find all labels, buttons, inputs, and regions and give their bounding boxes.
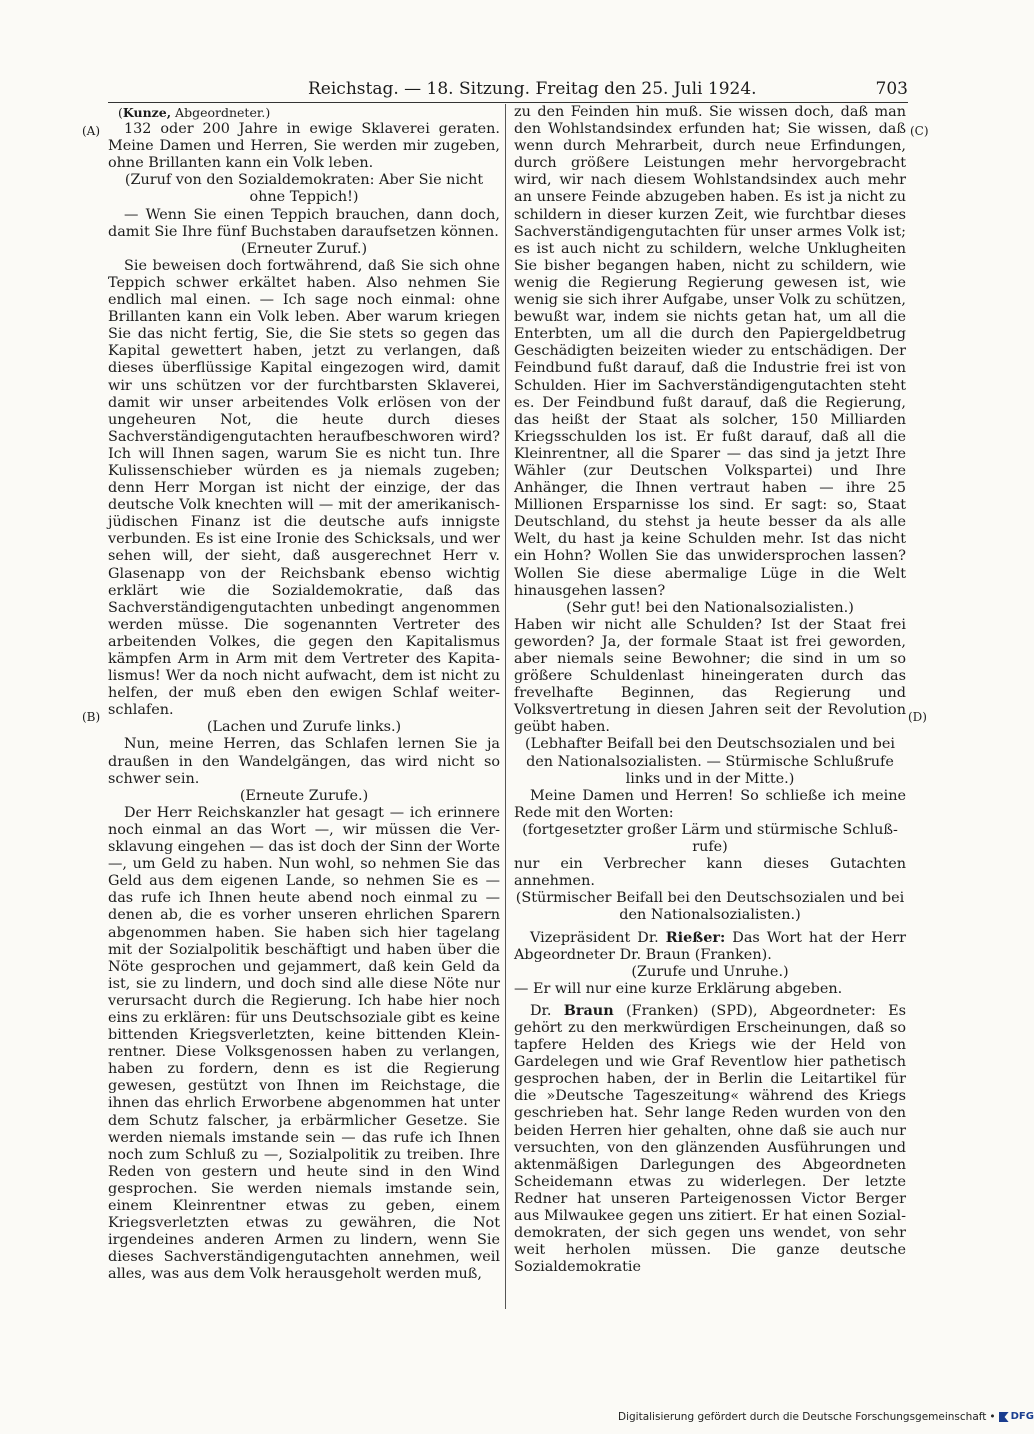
margin-marker-b: (B) — [82, 710, 101, 724]
paragraph: Der Herr Reichskanzler hat gesagt — ich erinnere noch einmal an das Wort —, wir müssen die Versklavung eingehen — das ist doch der Sinn der Worte —, um Geld zu haben. Nun wohl, so nehmen Sie das Geld aus dem eigenen Lande, so nehmen Sie es — das rufe ich Ihnen heute abend noch einmal zu — denen ab, die es vorher unseren ehrlichen Sparern abgenommen haben. Sie haben sich hier tagelang mit der Sozialpolitik beschäftigt und haben über die Nöte gesprochen und gejammert, daß kein Geld da ist, sie zu lindern, und doch sind alle diese Nöte nur verursacht durch die Regierung. Ich habe hier noch eins zu erklären: für uns Deutschsoziale gibt es keine bittenden Kriegsverletzten, keine bittenden Kleinrentner. Diese Volksgenossen haben zu verlangen, haben zu fordern, denn es ist die Regierung gewesen, gestützt von Ihnen im Reichstage, die ihnen das ehrlich Erworbene abgenommen hat unter dem Schutz falscher, ja erbärmlicher Gesetze. Sie werden niemals imstande sein — das rufe ich Ihnen noch zum Schluß zu —, Sozialpolitik zu treiben. Ihre Reden von gestern und heute sind in den Wind gesprochen. Sie werden niemals imstande sein, einem Kleinrentner etwas zu geben, einem Kriegsverletzten etwas zu gewähren, die Not irgendeines anderen Armen zu lindern, wenn Sie dieses Sachverständigengutachten annehmen, weil alles, was aus dem Volk herausgeholt werden muß, — [108, 804, 500, 1283]
interjection: (Lebhafter Beifall bei den Deutschsozialen und bei den Nationalsozialisten. — Stürmische Schlußrufe links und in der Mitte.) — [525, 736, 895, 787]
braun-text: (Franken) (SPD), Abgeordneter: Es gehört zu den merkwürdigen Erscheinungen, daß so tapfere Helden des Kriegs wie der Held von Gardelegen und wie Graf Reventlow hier pathetisch gesprochen haben, der in Berlin die Leitartikel für die »Deutsche Tageszeitung« während des Kriegs geschrieben hat. Sehr lange Reden wurden von den beiden Herren hier gehalten, ohne daß sie auch nur versuchten, von den glänzenden Ausführungen und aktenmäßigen Darlegungen des Abgeordneten Scheidemann etwas zu widerlegen. Der letzte Redner hat unseren Parteigenossen Victor Berger aus Milwaukee gegen uns zitiert. Er hat einen Sozialdemokraten, der sich gegen uns wendet, von sehr weit herholen müssen. Die ganze deutsche Sozialdemokratie — [514, 1002, 906, 1276]
running-head: Reichstag. — 18. Sitzung. Freitag den 25. Juli 1924. — [308, 79, 757, 99]
vp-title: Vizepräsident Dr. — [530, 929, 666, 946]
margin-marker-c: (C) — [910, 124, 929, 138]
page-header — [108, 78, 908, 100]
margin-marker-a: (A) — [82, 124, 101, 138]
interjection: (Zuruf von den Sozialdemokraten: Aber Sie nicht ohne Teppich!) — [124, 172, 484, 206]
vp-text: Das Wort hat der Herr Abgeordneter Dr. Braun (Franken). — [514, 929, 907, 963]
paragraph: — Wenn Sie einen Teppich brauchen, dann doch, damit Sie Ihre fünf Buchstaben daraufsetzen können. — [108, 206, 500, 240]
interjection: (fortgesetzter großer Lärm und stürmische Schlußrufe) — [522, 821, 898, 856]
vice-president-statement — [514, 929, 906, 964]
interjection: (Erneuter Zuruf.) — [240, 240, 368, 257]
paragraph: Meine Damen und Herren! So schließe ich meine Rede mit den Worten: — [514, 787, 906, 821]
dfg-logo-icon — [999, 1408, 1034, 1426]
braun-speech — [514, 1002, 906, 1277]
speaker-label — [108, 104, 500, 121]
speaker-role: Abgeordneter.) — [171, 105, 271, 120]
interjection: (Erneute Zurufe.) — [239, 787, 369, 804]
paragraph: 132 oder 200 Jahre in ewige Sklaverei geraten. Meine Damen und Herren, Sie werden mir zugeben, ohne Brillanten kann ein Volk leben. — [108, 121, 500, 172]
column-divider — [505, 104, 506, 1309]
digitization-credit — [618, 1408, 1034, 1426]
dfg-mark-icon — [999, 1412, 1009, 1422]
interjection: (Lachen und Zurufe links.) — [206, 719, 402, 736]
dfg-logo-text: DFG — [1010, 1411, 1034, 1422]
interjection: (Stürmischer Beifall bei den Deutschsozialen und bei den Nationalsozialisten.) — [515, 890, 905, 924]
paragraph: Nun, meine Herren, das Schlafen lernen Sie ja draußen in den Wandelgängen, das wird nicht so schwer sein. — [108, 736, 500, 787]
margin-marker-d: (D) — [908, 710, 927, 724]
separator-dot: • — [989, 1411, 996, 1423]
paragraph: Haben wir nicht alle Schulden? Ist der Staat frei geworden? Ja, der formale Staat ist frei geworden, aber niemals seine Bewohner; die sind in um so größere Schuldenlast hineingeraten durch das frevelhafte Beginnen, das Regierung und Volksvertretung in diesen Jahren seit der Revolution geübt haben. — [514, 616, 906, 736]
braun-name: Braun — [563, 1001, 614, 1019]
paragraph: zu den Feinden hin muß. Sie wissen doch, daß man den Wohlstandsindex erfunden hat; Sie wissen, daß wenn durch Mehrarbeit, durch neue Erfindungen, durch größere Leistungen mehr hervorgebracht wird, wir nach diesem Wohlstandsindex auch mehr an unsere Feinde abzugeben haben. Es ist ja nicht zu schildern in dieser kurzen Zeit, wie furchtbar dieses Sachverständigengutachten für unser armes Volk ist; es ist auch nicht zu schildern, welche Unklugheiten Sie bisher begangen haben, nicht zu schildern, wie wenig die Regierung Regierung gewesen ist, wie wenig sie sich ihrer Aufgabe, unser Volk zu schützen, bewußt war, indem sie nichts getan hat, um all die Enterbten, um all die durch den Papiergeldbetrug Geschädigten beizeiten wieder zu entschädigen. Der Feindbund fußt darauf, daß die Industrie frei ist von Schulden. Hier im Sachverständigengutachten steht es. Der Feindbund fußt darauf, daß die Regierung, das heißt der Staat als solcher, 150 Milliarden Kriegsschulden los ist. Er fußt darauf, daß all die Kleinrentner, all die Sparer — das sind ja jetzt Ihre Wähler (zur Deutschen Volkspartei) und Ihre Anhänger, die Ihnen vertraut haben — ihre 25 Millionen Ersparnisse los sind. Er sagt: so, Staat Deutschland, du stehst ja heute besser da als alle Welt, du hast ja keine Schulden mehr. Ist das nicht ein Hohn? Wollen Sie das unwidersprochen lassen? Wollen Sie diese abermalige Lüge in die Welt hinausgehen lassen? — [514, 104, 906, 599]
interjection: (Sehr gut! bei den Nationalsozialisten.) — [566, 599, 854, 616]
interjection: (Zurufe und Unruhe.) — [631, 963, 789, 980]
credit-text: Digitalisierung gefördert durch die Deutsche Forschungsgemeinschaft — [618, 1411, 987, 1423]
header-rule — [108, 102, 908, 103]
braun-prefix: Dr. — [530, 1002, 564, 1019]
vp-name: Rießer: — [665, 928, 726, 946]
speaker-open-paren: ( — [118, 105, 123, 120]
right-column — [514, 104, 906, 1276]
paragraph: Sie beweisen doch fortwährend, daß Sie sich ohne Teppich schwer erkältet haben. Also nehmen Sie endlich mal einen. — Ich sage noch einmal: ohne Brillanten kann ein Volk leben. Aber warum kriegen Sie das nicht fertig, Sie, die Sie stets so gegen das Kapital gewettert haben, jetzt zu verlangen, daß dieses überflüssige Kapital eingezogen wird, damit wir uns schützen vor der furchtbarsten Sklaverei, damit wir unser arbeitendes Volk erlösen von der ungeheuren Not, die heute durch dieses Sachverständigengutachten heraufbeschworen wird? Ich will Ihnen sagen, warum Sie es nicht tun. Ihre Kulissenschieber würden es ja niemals zugeben; denn Herr Morgan ist nicht der einzige, der das deutsche Volk knechten will — mit der amerikanischjüdischen Finanz ist die deutsche aufs innigste verbunden. Es ist eine Ironie des Schicksals, und wer sehen will, der sieht, daß ausgerechnet Herr v. Glasenapp von der Reichsbank ebenso wichtig erklärt wie die Sozialdemokratie, daß das Sachverständigengutachten unbedingt angenommen werden müsse. Die sogenannten Vertreter des arbeitenden Volkes, die gegen den Kapitalismus kämpfen Arm in Arm mit dem Vertreter des Kapitalismus! Wer da noch nicht aufwacht, dem ist nicht zu helfen, der muß eben den ewigen Schlaf weiterschlafen. — [108, 257, 500, 719]
left-column — [108, 104, 500, 1283]
speaker-name: Kunze, — [122, 105, 172, 120]
page-number: 703 — [875, 79, 908, 99]
paragraph: nur ein Verbrecher kann dieses Gutachten annehmen. — [514, 856, 906, 890]
vp-followup: — Er will nur eine kurze Erklärung abgeben. — [514, 980, 843, 997]
